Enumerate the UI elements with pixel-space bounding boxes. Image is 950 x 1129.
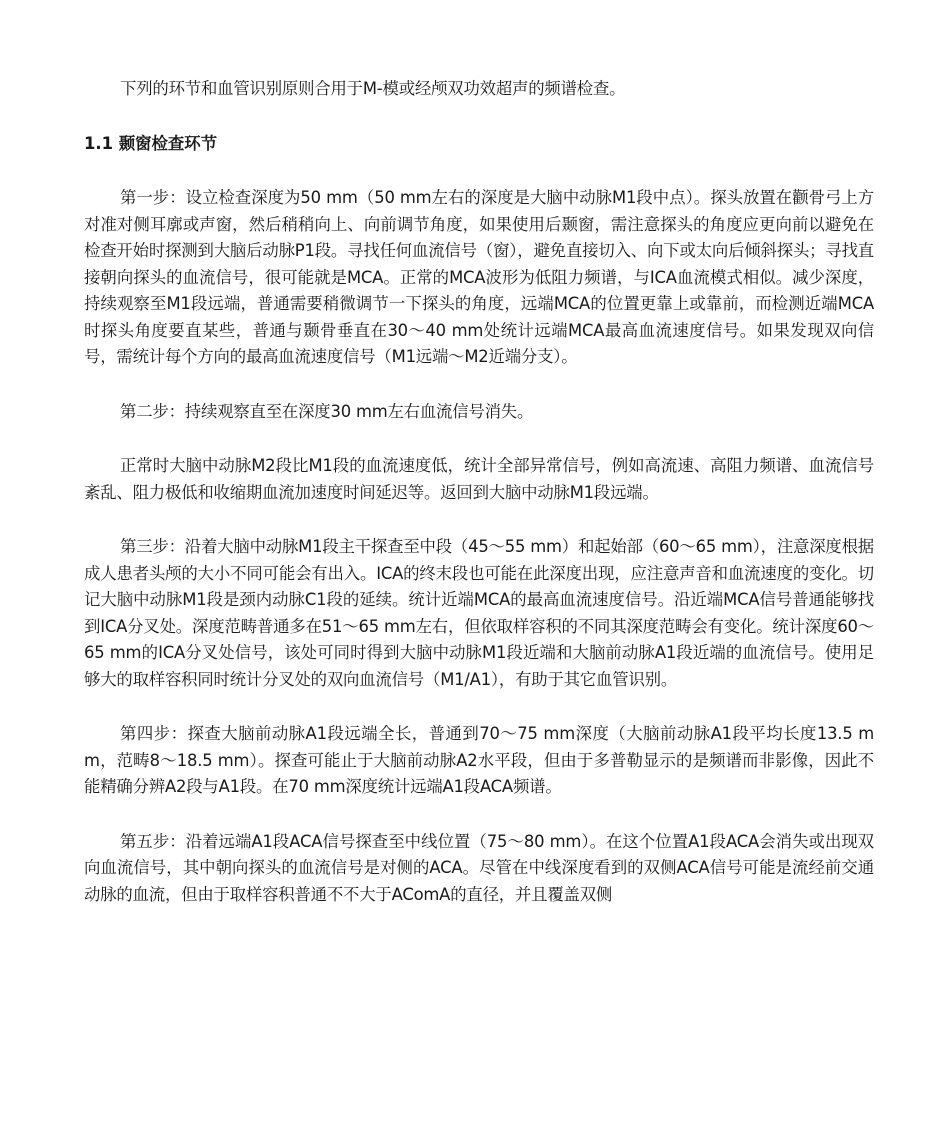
paragraph-step-4: 第四步：探查大脑前动脉A1段远端全长，普通到70～75 mm深度（大脑前动脉A1段平均长度13.5 mm，范畴8～18.5 mm）。探查可能止于大脑前动脉A2水平段，但由于多普勒显示的是频谱而非影像，因此不能精确分辨A2段与A1段。在70 mm深度统计远端A1段ACA频谱。	[84, 724, 874, 796]
spacer	[84, 157, 874, 185]
paragraph-step-2: 第二步：持续观察直至在深度30 mm左右血流信号消失。	[120, 401, 534, 421]
spacer	[84, 693, 874, 721]
intro-paragraph: 下列的环节和血管识别原则合用于M-模或经颅双功效超声的频谱检查。	[120, 79, 626, 98]
spacer	[84, 371, 874, 399]
paragraph-m2-note: 正常时大脑中动脉M2段比M1段的血流速度低，统计全部异常信号，例如高流速、高阻力频谱、血流信号紊乱、阻力极低和收缩期血流加速度时间延迟等。返回到大脑中动脉M1段远端。	[84, 456, 874, 502]
spacer	[84, 103, 874, 131]
spacer	[84, 801, 874, 829]
paragraph-step-1: 第一步：设立检查深度为50 mm（50 mm左右的深度是大脑中动脉M1段中点）。探头放置在颧骨弓上方对准对侧耳廓或声窗，然后稍稍向上、向前调节角度，如果使用后颞窗，需注意探头的角度应更向前以避免在检查开始时探测到大脑后动脉P1段。寻找任何血流信号（窗），避免直接切入、向下或太向后倾斜探头；寻找直接朝向探头的血流信号，很可能就是MCA。正常的MCA波形为低阻力频谱，与ICA血流模式相似。减少深度，持续观察至M1段远端，普通需要稍微调节一下探头的角度，远端MCA的位置更靠上或靠前，而检测近端MCA时探头角度要直某些，普通与颞骨垂直在30～40 mm处统计远端MCA最高血流速度信号。如果发现双向信号，需统计每个方向的最高血流速度信号（M1远端～M2近端分支）。	[84, 188, 874, 366]
section-heading: 1.1 颞窗检查环节	[84, 133, 218, 153]
spacer	[84, 506, 874, 534]
document-page	[84, 76, 874, 908]
paragraph-step-5: 第五步：沿着远端A1段ACA信号探查至中线位置（75～80 mm）。在这个位置A1段ACA会消失或出现双向血流信号，其中朝向探头的血流信号是对侧的ACA。尽管在中线深度看到的双侧ACA信号可能是流经前交通动脉的血流，但由于取样容积普通不不大于AComA的直径，并且覆盖双侧	[84, 831, 874, 904]
spacer	[84, 425, 874, 453]
paragraph-step-3: 第三步：沿着大脑中动脉M1段主干探查至中段（45～55 mm）和起始部（60～65 mm），注意深度根据成人患者头颅的大小不同可能会有出入。ICA的终末段也可能在此深度出现，应注意声音和血流速度的变化。切记大脑中动脉M1段是颈内动脉C1段的延续。统计近端MCA的最高血流速度信号。沿近端MCA信号普通能够找到ICA分叉处。深度范畴普通多在51～65 mm左右，但依取样容积的不同其深度范畴会有变化。统计深度60～65 mm的ICA分叉处信号，该处可同时得到大脑中动脉M1段近端和大脑前动脉A1段近端的血流信号。使用足够大的取样容积同时统计分叉处的双向血流信号（M1/A1），有助于其它血管识别。	[84, 537, 874, 689]
